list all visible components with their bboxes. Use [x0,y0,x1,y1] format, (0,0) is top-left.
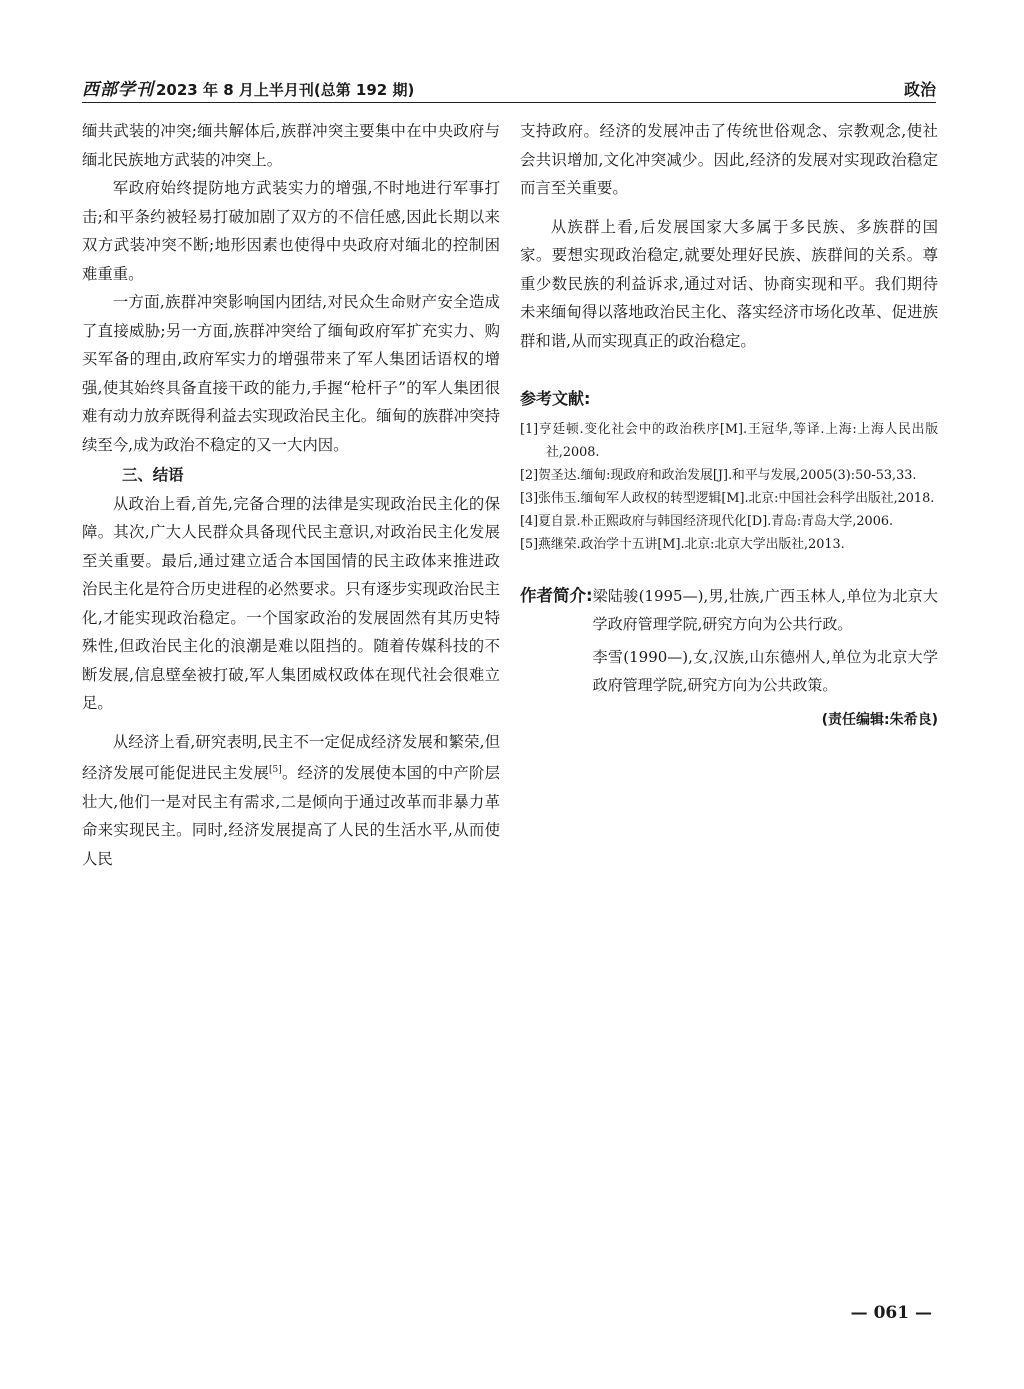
paragraph: 从族群上看,后发展国家大多属于多民族、多族群的国家。要想实现政治稳定,就要处理好民族、族群间的关系。尊重少数民族的利益诉求,通过对话、协商实现和平。我们期待未来缅甸得以落地政治民主化、落实经济市场化改革、促进族群和谐,从而实现真正的政治稳定。 [520,217,938,350]
section-title: 三、结语 [122,466,184,484]
journal-logo: 西部学刊 [82,80,154,100]
reference-item: [1]亨廷顿.变化社会中的政治秩序[M].王冠华,等译.上海:上海人民出版社,2008. [520,421,938,460]
references-list [520,418,938,556]
paragraph-text: 。经济的发展使本国的中产阶层壮大,他们一是对民主有需求,二是倾向于通过改革而非暴力革命来实现民主。同时,经济发展提高了人民的生活水平,从而使人民 [82,764,500,868]
reference-item: [5]燕继荣.政治学十五讲[M].北京:北京大学出版社,2013. [520,536,845,552]
citation-marker: [5] [269,765,282,775]
bio-body [593,582,938,700]
paragraph: 从政治上看,首先,完备合理的法律是实现政治民主化的保障。其次,广大人民群众具备现代民主意识,对政治民主化发展至关重要。最后,通过建立适合本国国情的民主政体来推进政治民主化是符合历史进程的必然要求。只有逐步实现政治民主化,才能实现政治稳定。一个国家政治的发展固然有其历史特殊性,但政治民主化的浪潮是难以阻挡的。随着传媒科技的不断发展,信息壁垒被打破,军人集团威权政体在现代社会很难立足。 [82,494,500,712]
bio-author-1: 梁陆骏(1995—),男,壮族,广西玉林人,单位为北京大学政府管理学院,研究方向为公共行政。 [592,586,938,633]
reference-item: [2]贺圣达.缅甸:现政府和政治发展[J].和平与发展,2005(3):50-53,33. [520,467,917,483]
header-left [82,75,414,100]
paragraph [82,728,500,874]
bio-author-2: 李雪(1990—),女,汉族,山东德州人,单位为北京大学政府管理学院,研究方向为公共政策。 [592,647,938,694]
header-rule [82,102,936,103]
bio-label: 作者简介: [520,585,593,605]
responsible-editor: (责任编辑:朱希良) [821,711,938,728]
paragraph: 军政府始终提防地方武装实力的增强,不时地进行军事打击;和平条约被轻易打破加剧了双方的不信任感,因此长期以来双方武装冲突不断;地形因素也使得中央政府对缅北的控制困难重重。 [82,179,500,283]
right-column [520,117,938,734]
issue-info: 2023 年 8 月上半月刊(总第 192 期) [156,81,415,99]
paragraph: 一方面,族群冲突影响国内团结,对民众生命财产安全造成了直接威胁;另一方面,族群冲突给了缅甸政府军扩充实力、购买军备的理由,政府军实力的增强带来了军人集团话语权的增强,使其始终具备直接干政的能力,手握“枪杆子”的军人集团很难有动力放弃既得利益去实现政治民主化。缅甸的族群冲突持续至今,成为政治不稳定的又一大内因。 [82,293,500,454]
paragraph: 缅共武装的冲突;缅共解体后,族群冲突主要集中在中央政府与缅北民族地方武装的冲突上。 [82,122,500,169]
references-title: 参考文献: [520,389,591,408]
paragraph: 支持政府。经济的发展冲击了传统世俗观念、宗教观念,使社会共识增加,文化冲突减少。因此,经济的发展对实现政治稳定而言至关重要。 [520,122,938,197]
left-column [82,117,500,873]
paragraph-text: 从经济上看,研究表明,民主不一定促成经济发展和繁荣,但经济发展可能促进民主发展 [82,732,500,783]
page-number: — 061 — [850,1303,932,1323]
section-tag: 政治 [903,80,936,99]
page-header [82,72,936,100]
author-bio [520,582,938,700]
reference-item: [3]张伟玉.缅甸军人政权的转型逻辑[M].北京:中国社会科学出版社,2018. [520,490,935,506]
reference-item: [4]夏自景.朴正熙政府与韩国经济现代化[D].青岛:青岛大学,2006. [520,513,894,529]
